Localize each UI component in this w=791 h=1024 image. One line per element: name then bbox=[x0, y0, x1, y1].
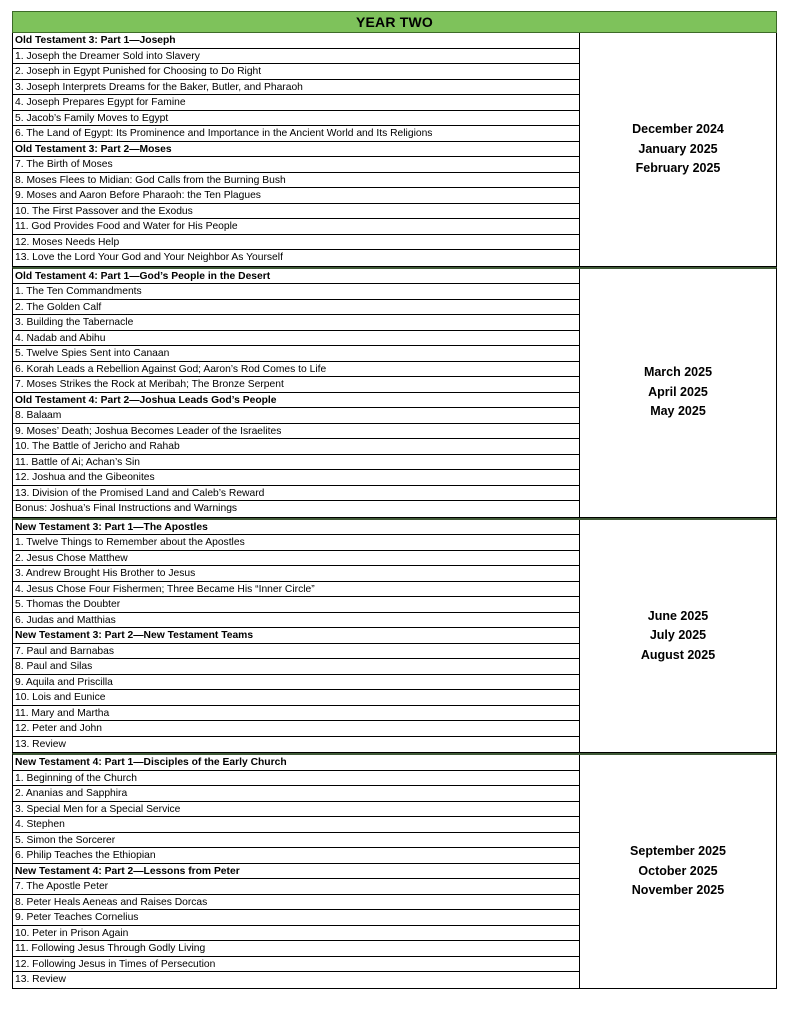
lesson-row: 4. Stephen bbox=[13, 817, 579, 833]
section-block bbox=[12, 33, 777, 267]
lesson-list bbox=[13, 755, 580, 988]
lesson-row: 9. Moses’ Death; Joshua Becomes Leader of the Israelites bbox=[13, 424, 579, 440]
month-label: May 2025 bbox=[650, 404, 706, 419]
unit-heading: Old Testament 4: Part 2—Joshua Leads God’s People bbox=[13, 393, 579, 409]
unit-heading: Old Testament 3: Part 1—Joseph bbox=[13, 33, 579, 49]
lesson-row: 12. Peter and John bbox=[13, 721, 579, 737]
lesson-row: 13. Division of the Promised Land and Caleb’s Reward bbox=[13, 486, 579, 502]
lesson-row: 4. Joseph Prepares Egypt for Famine bbox=[13, 95, 579, 111]
lesson-row: 8. Peter Heals Aeneas and Raises Dorcas bbox=[13, 895, 579, 911]
lesson-row: 7. The Apostle Peter bbox=[13, 879, 579, 895]
lesson-row: 8. Moses Flees to Midian: God Calls from the Burning Bush bbox=[13, 173, 579, 189]
lesson-row: 8. Balaam bbox=[13, 408, 579, 424]
lesson-row: 3. Andrew Brought His Brother to Jesus bbox=[13, 566, 579, 582]
lesson-row: 1. Joseph the Dreamer Sold into Slavery bbox=[13, 49, 579, 65]
schedule-sections bbox=[12, 33, 777, 989]
lesson-row: 10. The First Passover and the Exodus bbox=[13, 204, 579, 220]
lesson-row: 7. Paul and Barnabas bbox=[13, 644, 579, 660]
lesson-row: 5. Simon the Sorcerer bbox=[13, 833, 579, 849]
lesson-row: 1. Twelve Things to Remember about the Apostles bbox=[13, 535, 579, 551]
lesson-row: 12. Following Jesus in Times of Persecution bbox=[13, 957, 579, 973]
lesson-row: 5. Jacob’s Family Moves to Egypt bbox=[13, 111, 579, 127]
lesson-row: 13. Love the Lord Your God and Your Neighbor As Yourself bbox=[15, 252, 283, 263]
lesson-row: 13. Review bbox=[15, 974, 66, 985]
month-label: March 2025 bbox=[643, 365, 713, 380]
lesson-row: 11. Battle of Ai; Achan’s Sin bbox=[13, 455, 579, 471]
lesson-row: 6. Philip Teaches the Ethiopian bbox=[13, 848, 579, 864]
lesson-row: Bonus: Joshua’s Final Instructions and Warnings bbox=[15, 503, 238, 514]
lesson-row: 6. Judas and Matthias bbox=[13, 613, 579, 629]
lesson-row: 10. The Battle of Jericho and Rahab bbox=[13, 439, 579, 455]
month-label: July 2025 bbox=[649, 628, 707, 642]
date-range bbox=[580, 520, 776, 753]
lesson-row: 2. Jesus Chose Matthew bbox=[13, 551, 579, 567]
lesson-row: 12. Joshua and the Gibeonites bbox=[13, 470, 579, 486]
section-block bbox=[12, 267, 777, 518]
lesson-row: 3. Building the Tabernacle bbox=[13, 315, 579, 331]
lesson-row: 4. Jesus Chose Four Fishermen; Three Became His “Inner Circle” bbox=[13, 582, 579, 598]
lesson-row: 10. Peter in Prison Again bbox=[13, 926, 579, 942]
lesson-row: 9. Moses and Aaron Before Pharaoh: the Ten Plagues bbox=[13, 188, 579, 204]
unit-heading: Old Testament 3: Part 2—Moses bbox=[13, 142, 579, 158]
month-label: September 2025 bbox=[630, 844, 726, 858]
lesson-row: 10. Lois and Eunice bbox=[13, 690, 579, 706]
lesson-row: 1. Beginning of the Church bbox=[13, 771, 579, 787]
lesson-row: 11. Mary and Martha bbox=[13, 706, 579, 722]
section-block bbox=[12, 753, 777, 989]
month-label: December 2024 bbox=[632, 122, 724, 136]
lesson-row: 7. The Birth of Moses bbox=[13, 157, 579, 173]
date-range bbox=[580, 755, 776, 988]
lesson-row: 5. Twelve Spies Sent into Canaan bbox=[13, 346, 579, 362]
month-label: October 2025 bbox=[638, 863, 718, 878]
month-label: August 2025 bbox=[640, 647, 716, 662]
date-range bbox=[580, 269, 776, 517]
lesson-row: 5. Thomas the Doubter bbox=[13, 597, 579, 613]
lesson-list bbox=[13, 269, 580, 517]
schedule-table bbox=[12, 11, 777, 989]
lesson-row: 2. The Golden Calf bbox=[13, 300, 579, 316]
month-label: January 2025 bbox=[638, 141, 718, 156]
lesson-list bbox=[13, 520, 580, 753]
lesson-row: 6. The Land of Egypt: Its Prominence and Importance in the Ancient World and Its Religions bbox=[13, 126, 579, 142]
month-label: June 2025 bbox=[647, 608, 709, 623]
unit-heading: New Testament 4: Part 2—Lessons from Peter bbox=[13, 864, 579, 880]
lesson-row: 7. Moses Strikes the Rock at Meribah; The Bronze Serpent bbox=[13, 377, 579, 393]
month-label: February 2025 bbox=[635, 161, 721, 175]
unit-heading: Old Testament 4: Part 1—God’s People in the Desert bbox=[13, 269, 579, 285]
lesson-row: 3. Joseph Interprets Dreams for the Baker, Butler, and Pharaoh bbox=[13, 80, 579, 96]
lesson-row: 11. Following Jesus Through Godly Living bbox=[13, 941, 579, 957]
lesson-row: 12. Moses Needs Help bbox=[13, 235, 579, 251]
lesson-row: 2. Joseph in Egypt Punished for Choosing to Do Right bbox=[13, 64, 579, 80]
section-block bbox=[12, 518, 777, 754]
lesson-row: 11. God Provides Food and Water for His People bbox=[13, 219, 579, 235]
lesson-row: 9. Peter Teaches Cornelius bbox=[13, 910, 579, 926]
lesson-row: 4. Nadab and Abihu bbox=[13, 331, 579, 347]
lesson-row: 1. The Ten Commandments bbox=[13, 284, 579, 300]
lesson-row: 13. Review bbox=[15, 738, 66, 750]
lesson-row: 8. Paul and Silas bbox=[13, 659, 579, 675]
month-label: November 2025 bbox=[631, 883, 725, 897]
unit-heading: New Testament 3: Part 2—New Testament Teams bbox=[13, 628, 579, 644]
lesson-list bbox=[13, 33, 580, 266]
lesson-row: 2. Ananias and Sapphira bbox=[13, 786, 579, 802]
unit-heading: New Testament 4: Part 1—Disciples of the Early Church bbox=[13, 755, 579, 771]
lesson-row: 3. Special Men for a Special Service bbox=[13, 802, 579, 818]
month-label: April 2025 bbox=[648, 384, 708, 399]
table-title: YEAR TWO bbox=[12, 11, 777, 33]
lesson-row: 9. Aquila and Priscilla bbox=[13, 675, 579, 691]
unit-heading: New Testament 3: Part 1—The Apostles bbox=[13, 520, 579, 536]
date-range bbox=[580, 33, 776, 266]
lesson-row: 6. Korah Leads a Rebellion Against God; Aaron’s Rod Comes to Life bbox=[13, 362, 579, 378]
